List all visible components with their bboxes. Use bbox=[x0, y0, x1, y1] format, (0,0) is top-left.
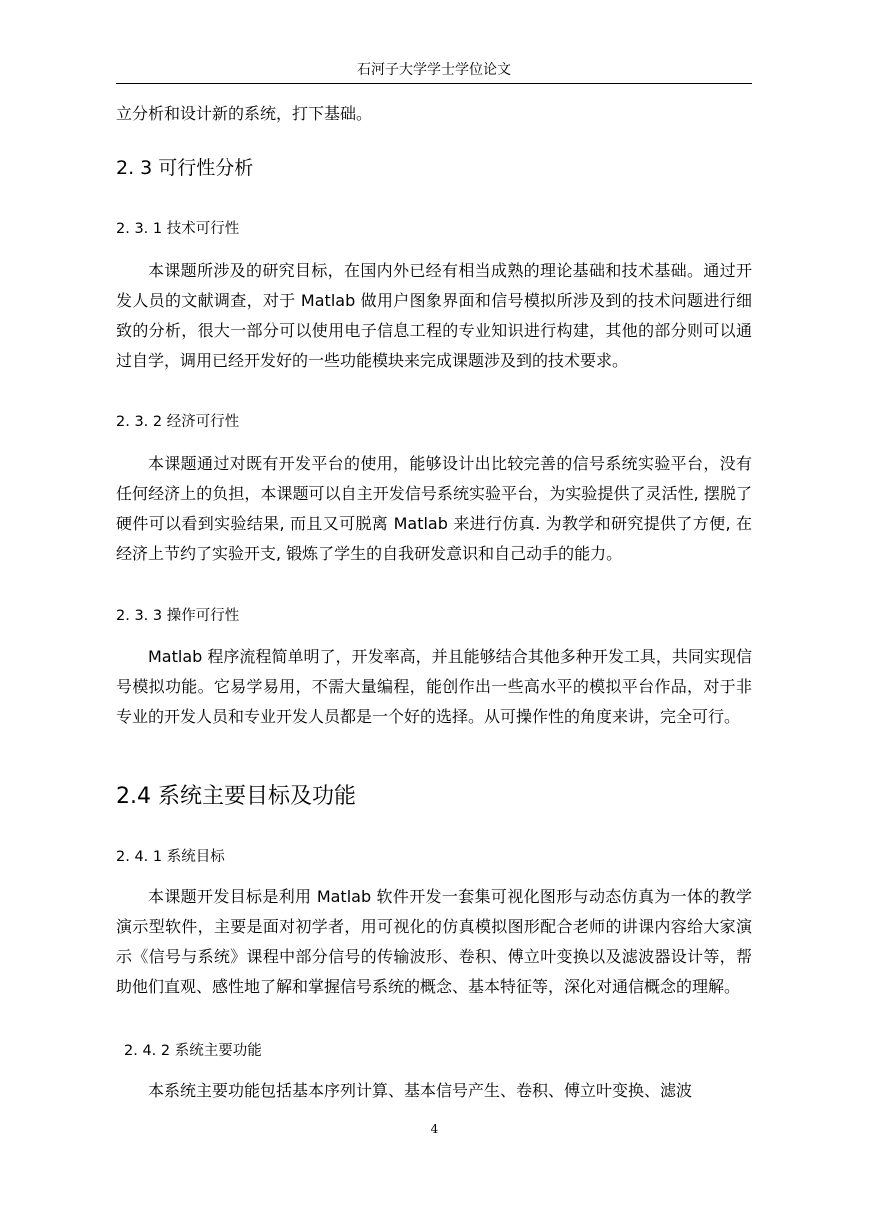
header-divider bbox=[116, 83, 752, 84]
section-2-3-1-paragraph: 本课题所涉及的研究目标，在国内外已经有相当成熟的理论基础和技术基础。通过开发人员的文献调查，对于 Matlab 做用户图象界面和信号模拟所涉及到的技术问题进行细致的分析，很大一部分可以使用电子信息工程的专业知识进行构建，其他的部分则可以通过自学，调用已经开发好的一些功能模块来完成课题涉及到的技术要求。 bbox=[116, 261, 752, 370]
running-header: 石河子大学学士学位论文 bbox=[357, 62, 511, 78]
section-2-3-heading: 2. 3 可行性分析 bbox=[116, 157, 254, 179]
section-2-4-heading: 2.4 系统主要目标及功能 bbox=[116, 784, 356, 809]
section-2-3-2-paragraph: 本课题通过对既有开发平台的使用，能够设计出比较完善的信号系统实验平台，没有任何经济上的负担，本课题可以自主开发信号系统实验平台，为实验提供了灵活性, 摆脱了硬件可以看到实验结果, 而且又可脱离 Matlab 来进行仿真. 为教学和研究提供了方便, 在经济上节约了实验开支, 锻炼了学生的自我研发意识和自己动手的能力。 bbox=[116, 454, 752, 563]
continuation-paragraph: 立分析和设计新的系统，打下基础。 bbox=[116, 104, 373, 123]
section-2-4-2-heading: 2. 4. 2 系统主要功能 bbox=[124, 1043, 262, 1059]
page-number: 4 bbox=[430, 1122, 439, 1136]
section-2-3-2-heading: 2. 3. 2 经济可行性 bbox=[116, 414, 240, 430]
section-2-4-2-paragraph: 本系统主要功能包括基本序列计算、基本信号产生、卷积、傅立叶变换、滤波 bbox=[148, 1081, 693, 1100]
section-2-3-3-paragraph: Matlab 程序流程简单明了，开发率高，并且能够结合其他多种开发工具，共同实现信号模拟功能。它易学易用，不需大量编程，能创作出一些高水平的模拟平台作品，对于非专业的开发人员和专业开发人员都是一个好的选择。从可操作性的角度来讲，完全可行。 bbox=[116, 647, 752, 726]
section-2-4-1-heading: 2. 4. 1 系统目标 bbox=[116, 849, 225, 865]
section-2-3-3-heading: 2. 3. 3 操作可行性 bbox=[116, 608, 240, 624]
section-2-3-1-heading: 2. 3. 1 技术可行性 bbox=[116, 221, 240, 237]
section-2-4-1-paragraph: 本课题开发目标是利用 Matlab 软件开发一套集可视化图形与动态仿真为一体的教学演示型软件，主要是面对初学者，用可视化的仿真模拟图形配合老师的讲课内容给大家演示《信号与系统》课程中部分信号的传输波形、卷积、傅立叶变换以及滤波器设计等，帮助他们直观、感性地了解和掌握信号系统的概念、基本特征等，深化对通信概念的理解。 bbox=[116, 887, 752, 996]
